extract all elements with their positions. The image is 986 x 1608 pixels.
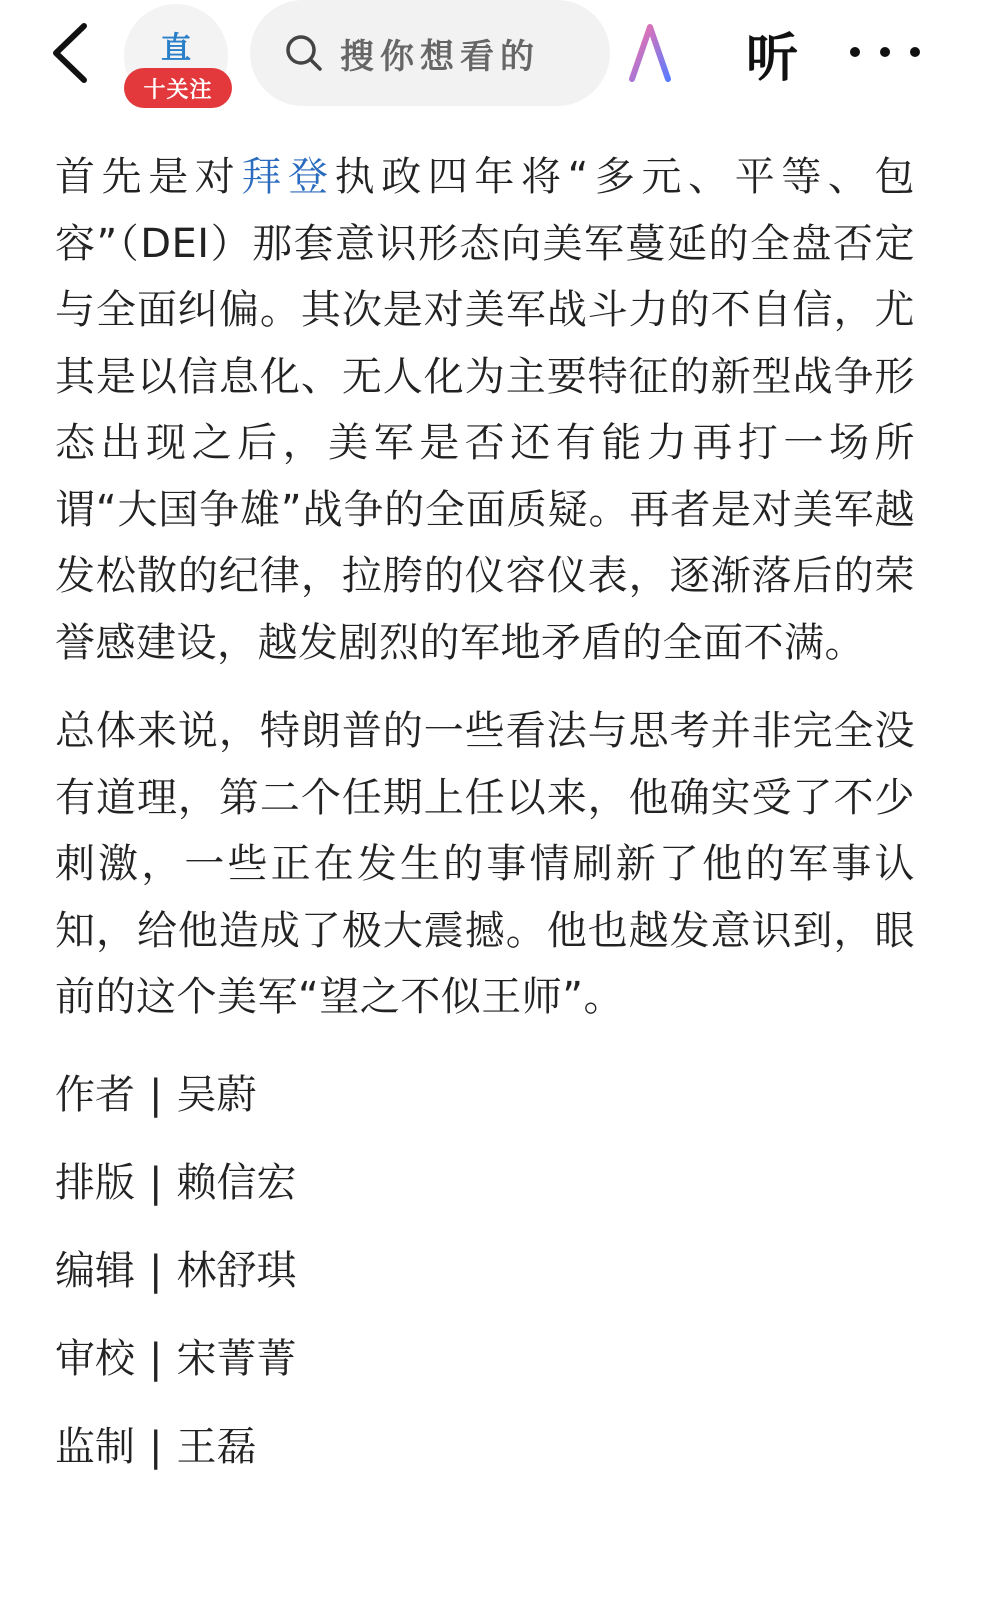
credit-separator: | [149,1071,163,1118]
credit-name: 吴蔚 [176,1071,257,1118]
paragraph-text: 执政四年将“多元、平等、包容”（DEI）那套意识形态向美军蔓延的全盘否定与全面纠偏。其次是对美军战斗力的不自信，尤其是以信息化、无人化为主要特征的新型战争形态出现之后，美军是否还有能力再打一场所谓“大国争雄”战争的全面质疑。再者是对美军越发松散的纪律，拉胯的仪容仪表，逐渐落后的荣誉感建设，越发剧烈的军地矛盾的全面不满。 [55,154,916,666]
credit-row [55,1051,915,1139]
article-credits [55,1051,915,1491]
credit-role: 审校 [55,1335,135,1382]
credit-name: 王磊 [176,1423,257,1470]
more-icon [850,47,860,57]
more-icon-dot [910,47,920,57]
listen-button[interactable]: 听 [745,28,798,89]
follow-button[interactable]: 十关注 [124,68,232,108]
top-bar [0,0,986,110]
back-button[interactable] [40,20,100,86]
credit-role: 监制 [55,1423,135,1470]
paragraph-text: 首先是对 [55,154,242,200]
search-placeholder: 搜你想看的 [340,36,540,77]
credit-separator: | [149,1247,163,1294]
search-icon [282,31,326,75]
credit-name: 宋菁菁 [176,1335,297,1382]
more-icon-dot [880,47,890,57]
avatar-logo: 直 [161,31,191,66]
person-link[interactable]: 拜登 [241,154,335,200]
more-button[interactable] [850,30,920,74]
search-bar[interactable] [250,0,610,106]
credit-role: 作者 [55,1071,135,1118]
ai-button[interactable] [628,18,692,88]
credit-name: 赖信宏 [176,1159,297,1206]
credit-row [55,1227,915,1315]
credit-separator: | [149,1335,163,1382]
credit-role: 排版 [55,1159,135,1206]
credit-row [55,1403,915,1491]
author-avatar-group[interactable] [124,4,232,108]
article-body [55,144,915,1491]
back-arrow-icon [50,22,90,84]
ai-icon [628,23,692,83]
credit-separator: | [149,1159,163,1206]
credit-separator: | [149,1423,163,1470]
article-paragraph: 总体来说，特朗普的一些看法与思考并非完全没有道理，第二个任期上任以来，他确实受了不少刺激，一些正在发生的事情刷新了他的军事认知，给他造成了极大震撼。他也越发意识到，眼前的这个美军“望之不似王师”。 [55,708,915,1020]
article-paragraph [55,144,915,676]
credit-row [55,1139,915,1227]
credit-name: 林舒琪 [176,1247,297,1294]
credit-role: 编辑 [55,1247,135,1294]
credit-row [55,1315,915,1403]
